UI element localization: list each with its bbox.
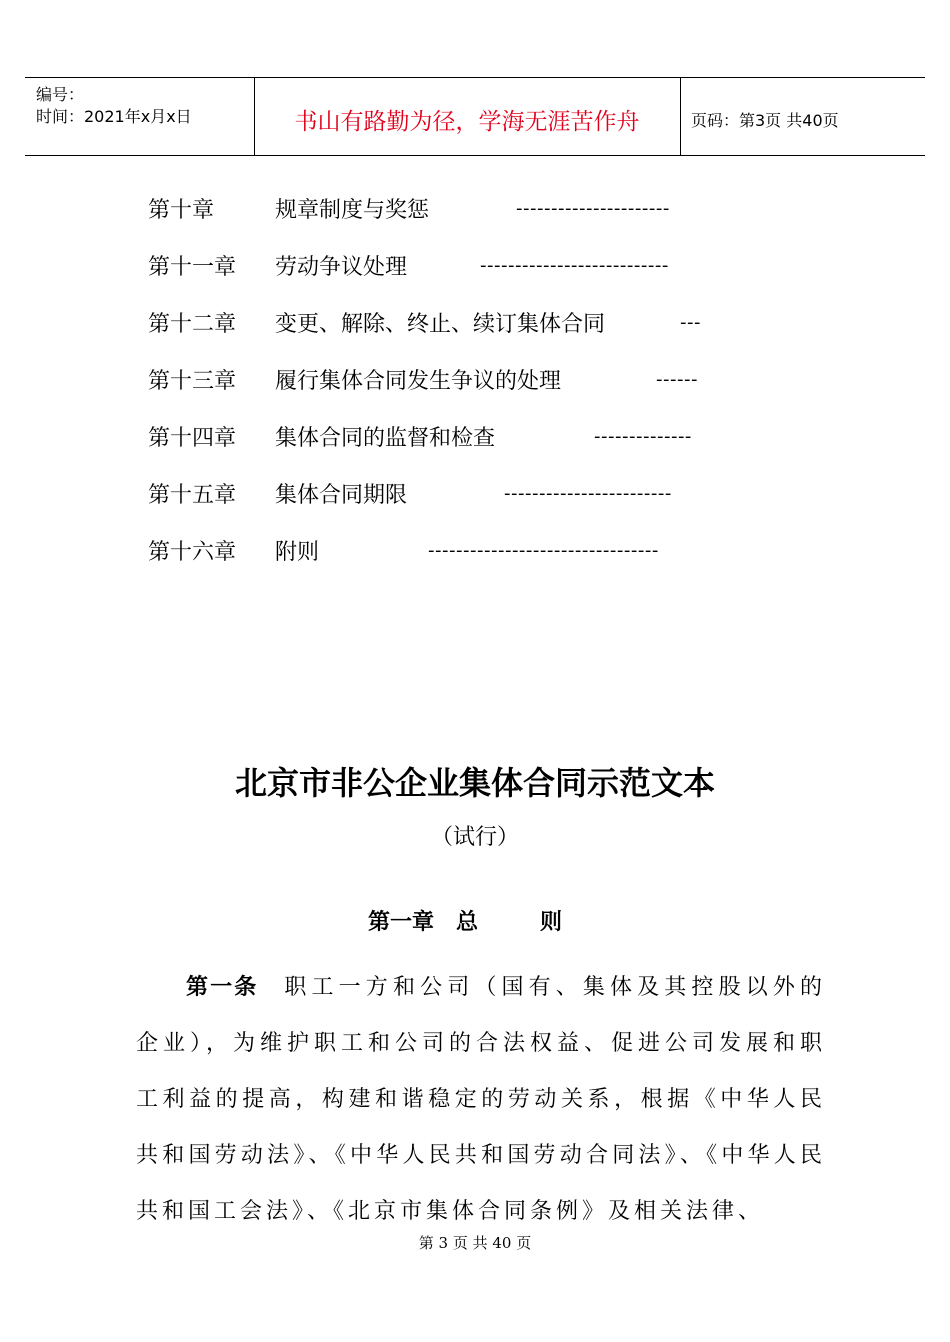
date-label: 时间：2021年x月x日: [36, 107, 192, 126]
toc-chapter-title: 集体合同的监督和检查: [275, 426, 496, 451]
toc-chapter-number: 第十章: [148, 198, 215, 223]
chapter-heading: [368, 905, 562, 936]
header-divider-right: [680, 77, 681, 155]
toc-leader-dashes: ----------------------: [516, 198, 670, 219]
toc-leader-dashes: --------------: [594, 426, 692, 447]
toc-chapter-number: 第十二章: [148, 312, 237, 337]
toc-chapter-number: 第十六章: [148, 540, 237, 565]
toc-chapter-title: 劳动争议处理: [275, 255, 408, 280]
article-paragraph: [136, 960, 826, 1240]
toc-chapter-title: 集体合同期限: [275, 483, 408, 508]
toc-leader-dashes: ---: [680, 312, 701, 333]
header-bottom-rule: [25, 155, 925, 156]
header-motto: 书山有路勤为径，学海无涯苦作舟: [294, 109, 640, 135]
header-top-rule: [25, 77, 925, 78]
toc-leader-dashes: ------------------------: [504, 483, 672, 504]
toc-leader-dashes: ---------------------------: [480, 255, 669, 276]
header-page-info: 页码：第3页 共40页: [691, 111, 839, 130]
chapter-heading-right: 则: [540, 910, 563, 935]
toc-leader-dashes: ------: [656, 369, 698, 390]
toc-chapter-number: 第十三章: [148, 369, 237, 394]
toc-chapter-number: 第十四章: [148, 426, 237, 451]
toc-chapter-title: 规章制度与奖惩: [275, 198, 430, 223]
article-label: 第一条: [186, 975, 259, 1000]
chapter-heading-left: 第一章 总: [368, 910, 479, 935]
toc-leader-dashes: ---------------------------------: [428, 540, 659, 561]
toc-chapter-title: 变更、解除、终止、续订集体合同: [275, 312, 606, 337]
serial-number-label: 编号：: [36, 85, 85, 104]
toc-chapter-title: 履行集体合同发生争议的处理: [275, 369, 562, 394]
toc-chapter-number: 第十一章: [148, 255, 237, 280]
toc-chapter-number: 第十五章: [148, 483, 237, 508]
document-subtitle: （试行）: [430, 825, 519, 850]
article-text: 职工一方和公司（国有、集体及其控股以外的企业），为维护职工和公司的合法权益、促进公司发展和职工利益的提高，构建和谐稳定的劳动关系，根据《中华人民共和国劳动法》、《中华人民共和国劳动合同法》、《中华人民共和国工会法》、《北京市集体合同条例》及相关法律、: [136, 975, 826, 1224]
footer-page-number: 第 3 页 共 40 页: [418, 1234, 532, 1252]
toc-chapter-title: 附则: [275, 540, 320, 565]
document-title: 北京市非公企业集体合同示范文本: [234, 764, 715, 802]
